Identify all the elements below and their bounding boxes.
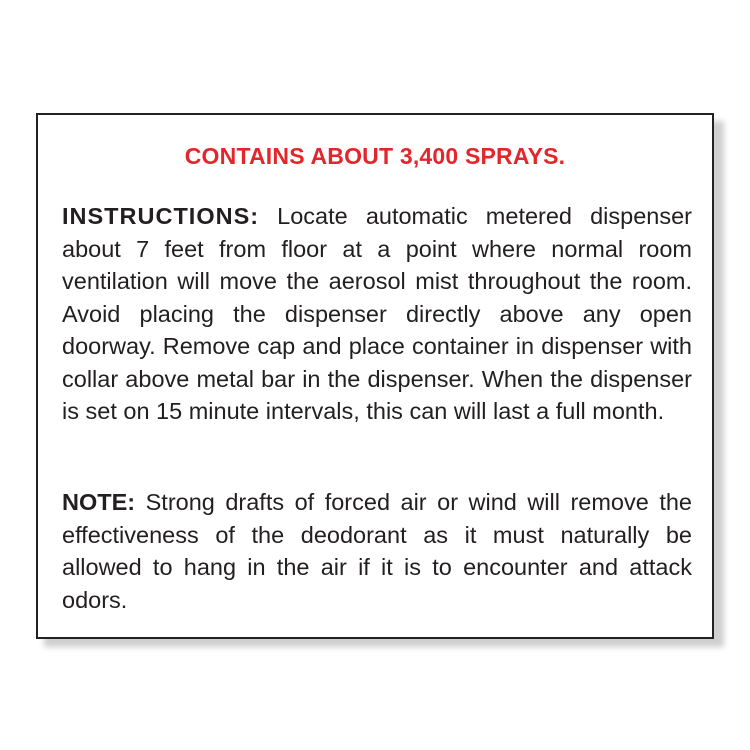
instructions-paragraph <box>62 200 692 428</box>
note-paragraph <box>62 486 692 616</box>
note-heading: NOTE: <box>62 489 136 515</box>
instructions-heading: INSTRUCTIONS: <box>62 203 260 229</box>
note-body: Strong drafts of forced air or wind will remove the effectiveness of the deodorant as it must naturally be allowed to hang in the air if it is to encounter and attack odors. <box>62 489 692 613</box>
instruction-label <box>36 113 714 639</box>
instructions-body: Locate automatic metered dispenser about 7 feet from floor at a point where normal room ventilation will move the aerosol mist throughout the room. Avoid placing the dispenser directly above any open doorway. Remove cap and place container in dispenser with collar above metal bar in the dispenser. When the dispenser is set on 15 minute intervals, this can will last a full month. <box>62 203 692 424</box>
spray-count-headline: CONTAINS ABOUT 3,400 SPRAYS. <box>184 143 566 169</box>
